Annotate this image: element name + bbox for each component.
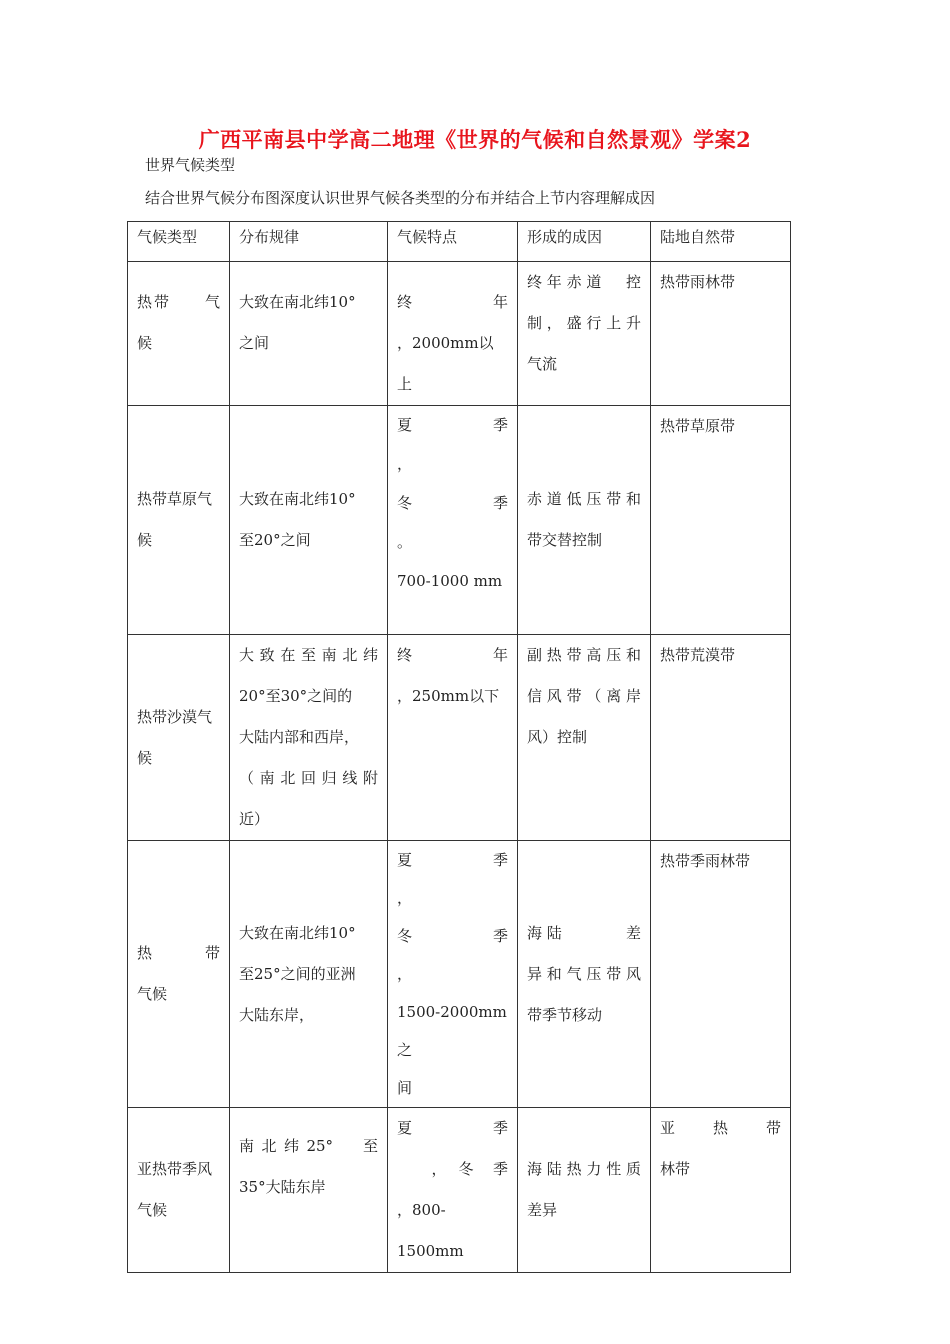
cell-line: 气候	[137, 985, 168, 1003]
cell-line: 大陆内部和西岸，	[239, 728, 360, 746]
features-cell	[388, 635, 518, 841]
cell-line: ， 冬 季	[397, 1160, 508, 1178]
cell-line: 热 带	[137, 944, 220, 962]
cell-line: 大陆东岸，	[239, 1005, 315, 1024]
distribution-cell	[230, 635, 388, 841]
climate-type-cell	[128, 841, 230, 1108]
section-subtitle: 世界气候类型	[145, 156, 236, 174]
cell-line: 异和气压带风	[527, 964, 641, 983]
cell-line: 大致在南北纬10°	[239, 923, 356, 942]
climate-table	[127, 221, 791, 1273]
cell-line: 差异	[527, 1201, 558, 1219]
header-cell: 形成的成因	[518, 222, 651, 262]
cell-line: 制，盛行上升	[527, 314, 641, 332]
zone-cell	[651, 841, 791, 1108]
cell-line: 热带沙漠气	[137, 707, 213, 726]
cell-line: 信风带（离岸	[527, 687, 641, 705]
table-row	[128, 841, 791, 1108]
cell-line: 气候	[137, 1201, 168, 1219]
cell-line: 带季节移动	[527, 1005, 603, 1024]
cell-line: 。	[397, 533, 413, 551]
cell-line: 候	[137, 748, 153, 767]
cell-line: 海陆 差	[527, 923, 641, 942]
distribution-cell	[230, 1108, 388, 1273]
cell-line: ，	[397, 455, 413, 473]
cell-line: 副热带高压和	[527, 646, 641, 664]
cell-line: 夏 季	[397, 416, 508, 434]
cell-line: 20°至30°之间的	[239, 687, 353, 705]
cell-line: 热带草原气	[137, 490, 213, 508]
cell-line: 气流	[527, 355, 558, 373]
cell-line: 亚 热 带	[660, 1119, 781, 1137]
cell-line: 赤道低压带和	[527, 490, 641, 508]
cell-line: 至20°之间	[239, 531, 311, 549]
cell-line: ，2000mm以上	[397, 334, 494, 393]
cell-line: 候	[137, 334, 153, 352]
cell-line: 终 年	[397, 646, 508, 664]
document-title: 广西平南县中学高二地理《世界的气候和自然景观》学案2	[198, 127, 752, 152]
cause-cell	[518, 406, 651, 635]
header-cell: 陆地自然带	[651, 222, 791, 262]
climate-type-cell	[128, 262, 230, 406]
cell-line: 热带 气	[137, 293, 220, 311]
cell-line: 带交替控制	[527, 531, 603, 549]
cell-line: 冬 季	[397, 927, 508, 945]
cell-line: 大致在至南北纬	[239, 646, 378, 664]
cell-line: 35°大陆东岸	[239, 1178, 326, 1196]
cell-line: 热带荒漠带	[660, 646, 736, 664]
distribution-cell	[230, 262, 388, 406]
cell-line: 夏 季	[397, 1119, 508, 1137]
cell-line: ，250mm以下	[397, 687, 500, 705]
climate-type-cell	[128, 406, 230, 635]
cell-line: 热带草原带	[660, 417, 736, 435]
cell-line: 热带季雨林带	[660, 852, 751, 870]
cell-line: 1500-2000mm之	[397, 1003, 507, 1059]
cell-line: ，	[397, 965, 413, 983]
intro-text: 结合世界气候分布图深度认识世界气候各类型的分布并结合上节内容理解成因	[145, 189, 656, 207]
zone-cell	[651, 635, 791, 841]
cell-line: 风）控制	[527, 728, 588, 746]
cell-line: 林带	[660, 1160, 691, 1178]
features-cell	[388, 262, 518, 406]
cell-line: 夏 季	[397, 851, 508, 869]
cell-line: ，	[397, 889, 413, 907]
cell-line: 700-1000 mm	[397, 572, 503, 590]
features-cell	[388, 841, 518, 1108]
distribution-cell	[230, 406, 388, 635]
header-cell: 气候类型	[128, 222, 230, 262]
cause-cell	[518, 841, 651, 1108]
cell-line: 终年赤道 控	[527, 273, 641, 291]
cell-line: 之间	[239, 334, 270, 352]
header-cell: 分布规律	[230, 222, 388, 262]
table-row	[128, 406, 791, 635]
zone-cell	[651, 406, 791, 635]
cell-line: 冬 季	[397, 494, 508, 512]
table-row	[128, 262, 791, 406]
cell-line: 大致在南北纬10°	[239, 293, 356, 311]
features-cell	[388, 1108, 518, 1273]
cell-line: 候	[137, 531, 153, 549]
cell-line: 间	[397, 1079, 413, 1097]
climate-type-cell	[128, 635, 230, 841]
table-row	[128, 1108, 791, 1273]
climate-type-cell	[128, 1108, 230, 1273]
header-cell: 气候特点	[388, 222, 518, 262]
cell-line: 热带雨林带	[660, 273, 736, 291]
cell-line: （南北回归线附	[239, 769, 378, 787]
cell-line: 至25°之间的亚洲	[239, 964, 356, 983]
cause-cell	[518, 262, 651, 406]
table-header-row	[128, 222, 791, 262]
features-cell	[388, 406, 518, 635]
cell-line: 近）	[239, 810, 270, 828]
distribution-cell	[230, 841, 388, 1108]
cause-cell	[518, 1108, 651, 1273]
zone-cell	[651, 1108, 791, 1273]
cell-line: 大致在南北纬10°	[239, 490, 356, 508]
cell-line: 海陆热力性质	[527, 1160, 641, 1178]
cell-line: 亚热带季风	[137, 1160, 213, 1178]
table-row	[128, 635, 791, 841]
cell-line: 终 年	[397, 293, 508, 311]
cell-line: ，800-1500mm	[397, 1201, 464, 1260]
cell-line: 南北纬25° 至	[239, 1137, 378, 1155]
cause-cell	[518, 635, 651, 841]
zone-cell	[651, 262, 791, 406]
